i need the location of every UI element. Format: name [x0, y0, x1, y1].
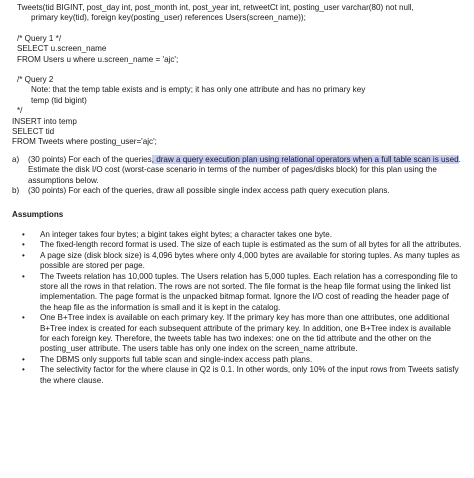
query2-insert: INSERT into temp	[12, 116, 77, 126]
assumption-text: The DBMS only supports full table scan and single-index access path plans.	[40, 354, 313, 364]
bullet-icon: •	[22, 250, 25, 260]
assumption-text: An integer takes four bytes; a bigint takes eight bytes; a character takes one byte.	[40, 229, 332, 239]
list-item	[12, 355, 462, 365]
query1-comment: /* Query 1 */	[17, 33, 62, 43]
query2-from: FROM Tweets where posting_user='ajc';	[12, 137, 157, 147]
assumption-text: The selectivity factor for the where clause in Q2 is 0.1. In other words, only 10% of the input rows from Tweets satisfy the where clause.	[40, 365, 459, 385]
bullet-icon: •	[22, 365, 25, 375]
schema-line-1: Tweets(tid BIGINT, post_day int, post_month int, post_year int, retweetCt int, posting_user varchar(80) not null,	[17, 3, 414, 12]
question-b	[12, 186, 462, 196]
assumption-text: The Tweets relation has 10,000 tuples. The Users relation has 5,000 tuples. Each relation has a corresponding file to store all the rows in that relation. The rows are not sorted. The file format is the heap file format using the linked list implementation. The page format is the unpacked bitmap format. Ignore the I/O cost of reading the header page of the heap file as the information is small and it is kept in the catalog.	[40, 271, 458, 312]
question-a-label: a)	[12, 154, 20, 164]
query2-select: SELECT tid	[12, 127, 55, 137]
assumption-text: One B+Tree index is available on each primary key. If the primary key has more than one attributes, one additional B+Tree index is created for each subsequent attribute of the primary key. In addition, one B+Tree index is available for each foreign key. Therefore, the tweets table has two indexes: one on the tid attribute and the other on the posting_user attribute. The users table has only one index on the screen_name attribute.	[40, 313, 451, 354]
bullet-icon: •	[22, 229, 25, 239]
question-a-pre: (30 points) For each of the queries	[28, 154, 152, 164]
bullet-icon: •	[22, 240, 25, 250]
bullet-icon: •	[22, 354, 25, 364]
bullet-icon: •	[22, 271, 25, 281]
list-item	[12, 313, 462, 355]
assumption-text: The fixed-length record format is used. The size of each tuple is estimated as the sum of all bytes for all the attributes.	[40, 240, 462, 250]
schema-line-2: primary key(tid), foreign key(posting_user) references Users(screen_name));	[31, 13, 306, 23]
list-item	[12, 272, 462, 314]
question-a-text	[28, 155, 462, 186]
question-a	[12, 155, 462, 186]
list-item	[12, 240, 462, 250]
list-item	[12, 365, 462, 386]
list-item	[12, 251, 462, 272]
query2-close: */	[17, 106, 23, 116]
query2-temp: temp (tid bigint)	[31, 95, 87, 105]
query2-comment: /* Query 2	[17, 75, 54, 85]
query1-from: FROM Users u where u.screen_name = 'ajc';	[17, 54, 179, 64]
list-item	[12, 230, 462, 240]
bullet-icon: •	[22, 313, 25, 323]
question-b-text: (30 points) For each of the queries, draw all possible single index access path query execution plans.	[28, 186, 390, 196]
question-a-highlight: , draw a query execution plan using relational operators when a full table scan is used	[151, 154, 459, 164]
assumptions-list	[12, 230, 462, 386]
question-b-label: b)	[12, 186, 20, 196]
question-a-post: . Estimate the disk I/O cost (worst-case scenario in terms of the number of pages/disks block) for this plan using the assumptions below.	[28, 154, 461, 185]
query1-select: SELECT u.screen_name	[17, 44, 107, 54]
assumptions-heading: Assumptions	[12, 209, 64, 219]
query2-note: Note: that the temp table exists and is empty; it has only one attribute and has no primary key	[31, 85, 366, 95]
assumption-text: A page size (disk block size) is 4,096 bytes where only 4,000 bytes are available for storing tuples. As many tuples as possible are stored per page.	[40, 250, 460, 271]
